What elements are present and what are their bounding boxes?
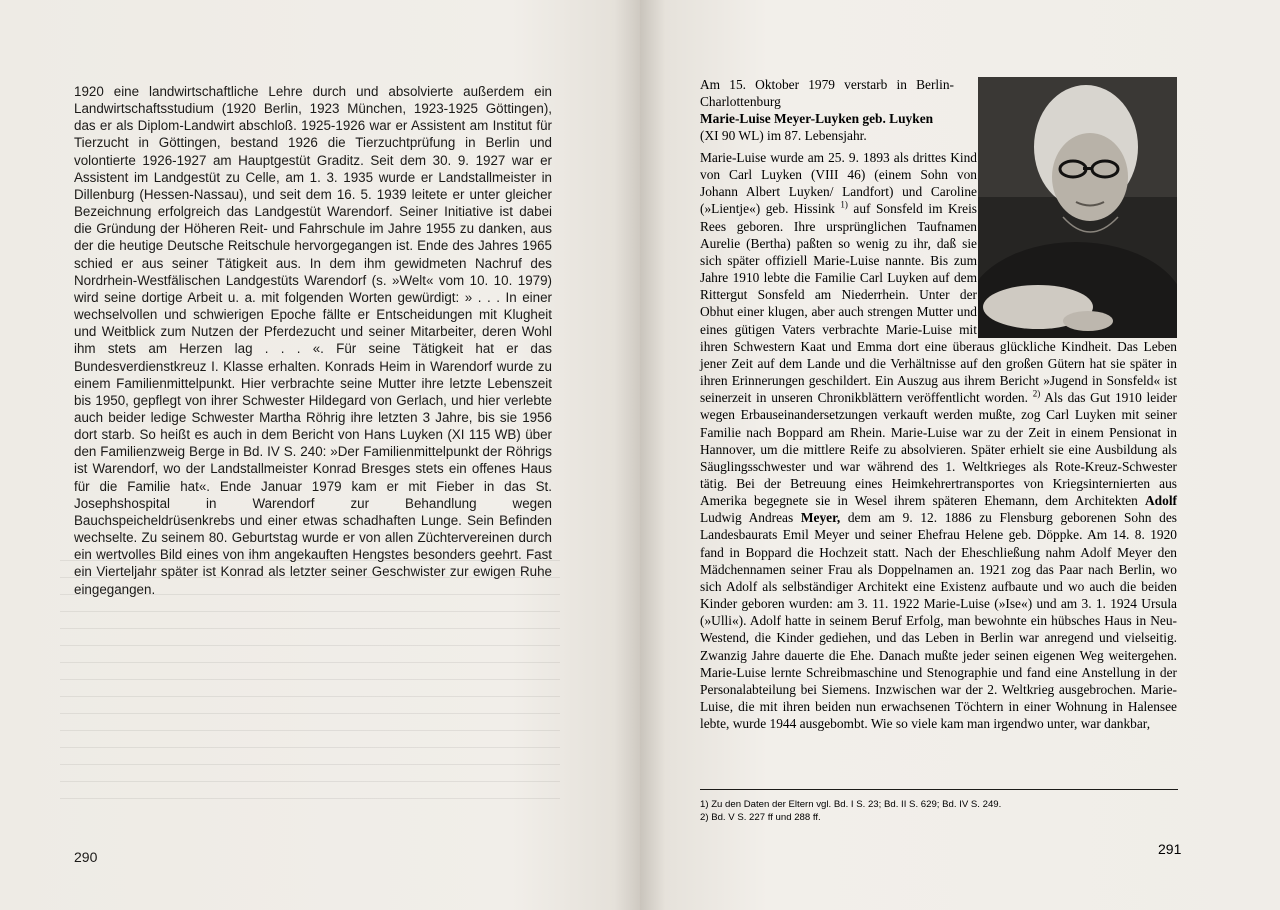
photo-wrap-spacer (977, 149, 1177, 337)
obituary-age-line: (XI 90 WL) im 87. Lebensjahr. (700, 128, 867, 144)
footnote-1: 1) Zu den Daten der Eltern vgl. Bd. I S. 23; Bd. II S. 629; Bd. IV S. 249. (700, 799, 1002, 810)
body-text-segment-5: dem am 9. 12. 1886 zu Flensburg geborenen Sohn des Landesbaurats Emil Meyer und seiner Ehefrau Helene geb. Döppke. Am 14. 8. 1920 fand in Boppard die Hochzeit statt. Nach der Eheschließung nahm Adolf Meyer den Mädchennamen seiner Frau als Doppelnamen an. 1921 zog das Paar nach Berlin, wo sich Adolf als selbständiger Architekt eine Existenz aufbaute und wo auch die beiden Kinder geboren wurden: am 3. 11. 1922 Marie-Luise (»Ise«) und am 3. 1. 1924 Ursula (»Ulli«). Adolf hatte in seinem Beruf Erfolg, man bewohnte ein hübsches Haus in Neu-Westend, die Kinder gediehen, und das Leben in Berlin war anregend und vielseitig. Zwanzig Jahre dauerte die Ehe. Danach mußte jeder seinen eigenen Weg weitergehen. Marie-Luise lernte Schreibmaschine und Stenographie und fand eine Anstellung in der Personalabteilung bei Siemens. Inzwischen war der 2. Weltkrieg ausgebrochen. Marie-Luise, die mit ihren beiden nun erwachsenen Töchtern in einer Wohnung in Halensee lebte, wurde 1944 ausgebombt. Wie so viele kam man irgendwo unter, war dankbar, (700, 510, 1178, 732)
body-text-segment-2: auf Sonsfeld im Kreis Rees geboren. Ihre ursprünglichen Taufnamen Aurelie (Bertha) paßten so wenig zu ihr, daß sie sich später offiziell Marie-Luise nannte. Bis zum Jahre 1910 lebte die Familie Carl Luyken auf dem Rittergut Sonsfeld am Niederrhein. Unter der Obhut einer klugen, aber auch strengen Mutter und eines gütigen Vaters verbrachte Marie-Luise mit ihren Schwestern Kaat und Emma dort eine überaus glückliche Kindheit. Das Leben jener Zeit auf dem Lande und die Verhältnisse auf den großen Gütern hat sie später in ihren Erinnerungen geschildert. Ein Auszug aus ihrem Bericht »Jugend in Sonsfeld« ist seinerzeit in unseren Chronikblättern veröffentlicht worden. (700, 201, 1177, 406)
footnotes (700, 799, 1178, 824)
obituary-paragraph (700, 149, 1177, 732)
obituary-body (700, 149, 1177, 732)
footnote-2: 2) Bd. V S. 227 ff und 288 ff. (700, 811, 821, 823)
bold-name-meyer: Meyer, (800, 510, 841, 526)
page-number-left: 290 (74, 849, 98, 865)
bold-name-adolf: Adolf (1145, 493, 1177, 509)
footnote-divider (700, 789, 1178, 790)
body-text-segment-1: Marie-Luise wurde am 25. 9. 1893 als drittes Kind von Carl Luyken (VIII 46) (einem Sohn von Johann Albert Luyken/ Landfort) und Caroline (»Lientje«) geb. Hissink (700, 150, 977, 217)
footnote-ref-1: 1) (840, 200, 848, 210)
obituary-heading (700, 76, 954, 145)
left-paragraph: 1920 eine landwirtschaftliche Lehre durch und absolvierte außerdem ein Landwirtschaftsstudium (1920 Berlin, 1923 München, 1923-1925 Göttingen), das er als Diplom-Landwirt abschloß. 1925-1926 war er Assistent am Institut für Tierzucht in Göttingen, bestand 1926 die Tierzuchtprüfung in Berlin und volontierte 1926-1927 am Hauptgestüt Graditz. Seit dem 30. 9. 1927 war er Assistent im Landgestüt zu Celle, am 1. 3. 1935 wurde er Landstallmeister in Dillenburg (Hessen-Nassau), und seit dem 16. 5. 1939 leitete er unter gleicher Bezeichnung erfolgreich das Landgestüt Warendorf. Seiner Initiative ist dabei die Gründung der Höheren Reit- und Fahrschule im Jahre 1955 zu danken, aus der die heutige Deutsche Reitschule hervorgegangen ist. Ende des Jahres 1965 schied er aus seiner Tätigkeit aus. In dem ihm gewidmeten Nachruf des Nordrhein-Westfälischen Landgestüts Warendorf (s. »Welt« vom 10. 10. 1979) wird seine dortige Arbeit u. a. mit folgenden Worten gewürdigt: » . . . In einer wechselvollen und schwierigen Epoche fällte er Entscheidungen mit Klugheit und Weitblick zum Nutzen der Pferdezucht und seiner Mitarbeiter, deren Wohl ihm stets am Herzen lag . . . «. Für seine Tätigkeit hat er das Bundesverdienstkreuz I. Klasse erhalten. Konrads Heim in Warendorf wurde zu einem Familienmittelpunkt. Hier verbrachte seine Mutter ihre letzte Lebenszeit bis 1950, gepflegt von ihrer Schwester Hildegard von Gerlach, und hier verlebte auch beider ledige Schwester Martha Röhrig ihre letzten 3 Jahre, bis sie 1956 dort starb. So heißt es auch in dem Bericht von Hans Luyken (XI 115 WB) über den Familienzweig Berge in Bd. IV S. 240: »Der Familienmittelpunkt der Röhrigs ist Warendorf, wo der Landstallmeister Konrad Bresges stets ein offenes Haus für die Familie hat«. Ende Januar 1979 kam er mit Fieber in das St. Josephshospital in Warendorf zur Behandlung wegen Bauchspeicheldrüsenkrebs und einer etwas schadhaften Lunge. Sein Befinden wechselte. Zu seinem 80. Geburtstag wurde er von allen Züchtervereinen durch ein wertvolles Bild eines von ihm angekauften Hengstes besonders geehrt. Fast ein Vierteljahr später ist Konrad als letzter seiner Geschwister zur ewigen Ruhe eingegangen. (74, 84, 552, 597)
obituary-name: Marie-Luise Meyer-Luyken geb. Luyken (700, 111, 934, 127)
obituary-date-line: Am 15. Oktober 1979 verstarb in Berlin-Charlottenburg (700, 77, 954, 110)
page-number-right: 291 (1158, 841, 1182, 857)
left-page-text (74, 83, 552, 598)
body-text-segment-3: Als das Gut 1910 leider wegen Erbauseinandersetzungen verkauft werden mußte, zog Carl Luyken mit seiner Familie nach Boppard am Rhein. Marie-Luise war zu der Zeit in einem Pensionat in Hannover, um die mittlere Reife zu absolvieren. Später erhielt sie eine Ausbildung als Säuglingsschwester und war während des 1. Weltkrieges als Rote-Kreuz-Schwester tätig. Bei der Betreuung eines Heimkehrertransportes von Kriegsinternierten aus Amerika begegnete sie in Wesel ihrem späteren Ehemann, dem Architekten (700, 390, 1177, 509)
footnote-ref-2: 2) (1032, 388, 1041, 399)
body-text-segment-4: Ludwig Andreas (700, 510, 801, 526)
